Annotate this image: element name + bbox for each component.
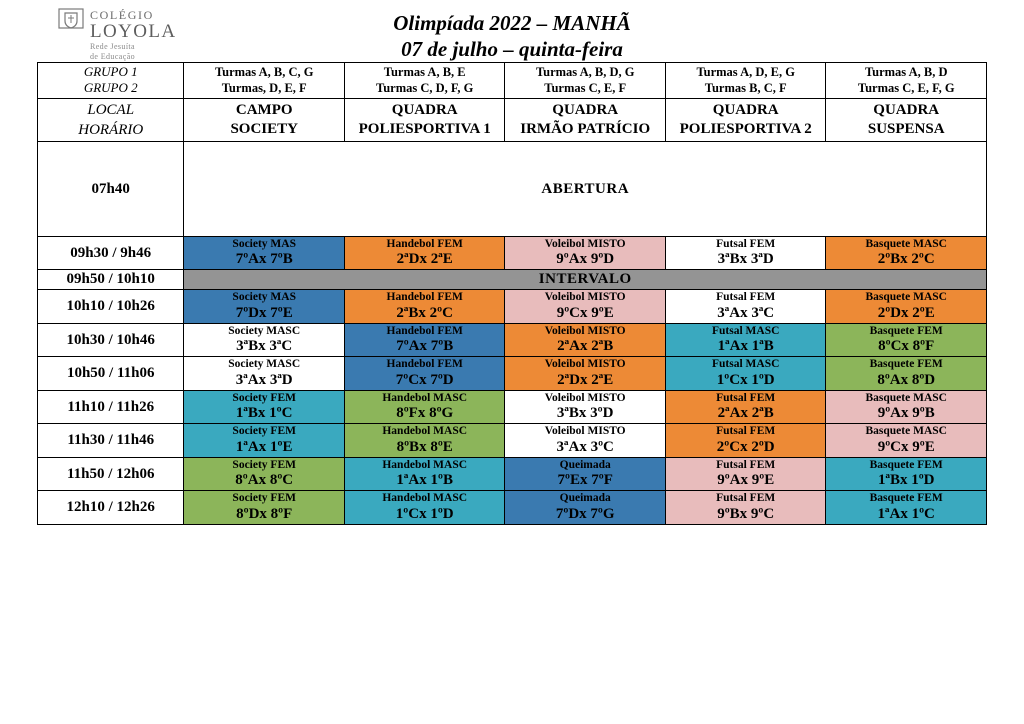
- row-time: 11h30 / 11h46: [38, 424, 184, 457]
- table-row: [38, 491, 987, 524]
- row-time: 11h10 / 11h26: [38, 390, 184, 423]
- event-teams: 9ºAx 9ºD: [556, 251, 615, 268]
- event-cell: [665, 491, 826, 524]
- event-teams: 9ºAx 9ºE: [717, 472, 775, 489]
- table-row: [38, 457, 987, 490]
- event-sport: Voleibol MISTO: [544, 324, 626, 337]
- turmas-group1: Turmas A, B, D, G: [535, 65, 635, 79]
- event-teams: 2ªAx 2ªB: [717, 405, 774, 422]
- event-teams: 3ªAx 3ªC: [717, 304, 775, 321]
- venue-line2: IRMÃO PATRÍCIO: [520, 120, 651, 137]
- event-sport: Basquete FEM: [869, 324, 943, 337]
- event-teams: 3ªAx 3ºC: [556, 438, 614, 455]
- table-row: [38, 390, 987, 423]
- table-row: [38, 424, 987, 457]
- turmas-header-0: [184, 63, 345, 99]
- event-sport: Handebol MASC: [382, 492, 468, 505]
- event-teams: 8ºAx 8ºD: [877, 371, 936, 388]
- event-cell: [344, 290, 505, 323]
- event-sport: Basquete FEM: [869, 458, 943, 471]
- turmas-group2: Turmas B, C, F: [704, 81, 787, 96]
- school-logo: [58, 8, 177, 61]
- event-cell: [184, 290, 345, 323]
- turmas-header-3: [665, 63, 826, 99]
- event-sport: Handebol MASC: [382, 391, 468, 404]
- event-cell: [826, 290, 987, 323]
- event-teams: 3ªBx 3ªC: [236, 338, 293, 355]
- table-row: [38, 290, 987, 323]
- event-teams: 8ºDx 8ºF: [236, 505, 293, 522]
- event-cell: [505, 491, 666, 524]
- event-cell: [826, 424, 987, 457]
- event-teams: 1ªAx 1ºE: [235, 438, 293, 455]
- opening-label: ABERTURA: [184, 142, 987, 237]
- event-sport: Society MAS: [232, 291, 296, 304]
- venue-line2: POLIESPORTIVA 1: [358, 120, 491, 137]
- venue-header-1: [344, 98, 505, 142]
- event-teams: 8ºFx 8ºG: [396, 405, 454, 422]
- event-teams: 1ºCx 1ºD: [716, 371, 775, 388]
- event-teams: 8ºBx 8ºE: [396, 438, 453, 455]
- event-sport: Voleibol MISTO: [544, 425, 626, 438]
- event-sport: Society MASC: [228, 358, 301, 371]
- event-sport: Society MASC: [228, 324, 301, 337]
- event-cell: [184, 457, 345, 490]
- event-cell: [505, 237, 666, 270]
- event-teams: 2ªAx 2ªB: [557, 338, 614, 355]
- turmas-header-2: [505, 63, 666, 99]
- event-teams: 1ªAx 1ªB: [717, 338, 774, 355]
- event-cell: [505, 323, 666, 356]
- opening-time: 07h40: [38, 142, 184, 237]
- event-teams: 3ªBx 3ºD: [556, 405, 614, 422]
- event-cell: [505, 424, 666, 457]
- local-horario-cell: [38, 98, 184, 142]
- row-time: 10h30 / 10h46: [38, 323, 184, 356]
- venue-line1: QUADRA: [712, 102, 779, 118]
- event-sport: Voleibol MISTO: [544, 291, 626, 304]
- venue-line1: QUADRA: [873, 102, 940, 118]
- event-teams: 1ªBx 1ºC: [235, 405, 293, 422]
- venue-header-2: [505, 98, 666, 142]
- local-label: LOCAL: [87, 101, 135, 118]
- turmas-group2: Turmas C, D, F, G: [376, 81, 474, 96]
- event-sport: Futsal MASC: [712, 358, 780, 371]
- event-cell: [665, 457, 826, 490]
- event-cell: [184, 323, 345, 356]
- event-teams: 2ªDx 2ªE: [396, 251, 453, 268]
- event-sport: Society MAS: [232, 238, 296, 250]
- event-cell: [344, 491, 505, 524]
- venue-header-3: [665, 98, 826, 142]
- opening-row: [38, 142, 987, 237]
- turmas-group1: Turmas A, B, D: [864, 65, 948, 79]
- event-cell: [665, 237, 826, 270]
- event-teams: 7ºEx 7ºF: [557, 472, 613, 489]
- venue-line1: QUADRA: [391, 102, 458, 118]
- row-time: 12h10 / 12h26: [38, 491, 184, 524]
- event-teams: 2ºCx 2ºD: [716, 438, 775, 455]
- event-teams: 9ºCx 9ºE: [877, 438, 935, 455]
- table-header-groups: [38, 63, 987, 99]
- event-cell: [344, 457, 505, 490]
- event-cell: [505, 290, 666, 323]
- interval-label: INTERVALO: [184, 270, 987, 290]
- event-teams: 8ºAx 8ºC: [235, 472, 294, 489]
- event-sport: Futsal FEM: [716, 492, 776, 505]
- row-time: 11h50 / 12h06: [38, 457, 184, 490]
- table-row: [38, 237, 987, 270]
- interval-time: 09h50 / 10h10: [38, 270, 184, 290]
- logo-name-line1: COLÉGIO: [90, 8, 154, 22]
- event-cell: [665, 424, 826, 457]
- venue-line1: QUADRA: [552, 102, 619, 118]
- event-sport: Society FEM: [232, 492, 296, 505]
- event-sport: Basquete MASC: [865, 425, 947, 438]
- event-cell: [344, 323, 505, 356]
- event-teams: 7ºCx 7ºD: [395, 371, 454, 388]
- event-teams: 3ªAx 3ªD: [235, 371, 293, 388]
- event-cell: [184, 357, 345, 390]
- venue-header-0: [184, 98, 345, 142]
- event-teams: 1ªAx 1ºB: [396, 472, 453, 489]
- event-teams: 2ºBx 2ºC: [877, 251, 935, 268]
- event-teams: 9ºAx 9ºB: [877, 405, 935, 422]
- event-sport: Handebol FEM: [386, 358, 463, 371]
- event-teams: 1ºCx 1ºD: [395, 505, 454, 522]
- event-teams: 3ªBx 3ªD: [717, 251, 774, 268]
- group-header-line2: GRUPO 2: [83, 80, 138, 96]
- venue-line1: CAMPO: [235, 102, 293, 118]
- group-header-line1: GRUPO 1: [83, 64, 138, 79]
- event-sport: Basquete FEM: [869, 492, 943, 505]
- event-sport: Basquete MASC: [865, 291, 947, 304]
- event-cell: [344, 237, 505, 270]
- event-sport: Futsal FEM: [716, 291, 776, 304]
- group-header-cell: [38, 63, 184, 99]
- event-cell: [344, 357, 505, 390]
- turmas-header-4: [826, 63, 987, 99]
- logo-subtitle-line2: de Educação: [90, 52, 136, 61]
- table-row: [38, 357, 987, 390]
- event-cell: [665, 357, 826, 390]
- event-sport: Handebol MASC: [382, 425, 468, 438]
- event-teams: 2ªDx 2ªE: [557, 371, 614, 388]
- event-sport: Basquete FEM: [869, 358, 943, 371]
- event-cell: [344, 390, 505, 423]
- event-sport: Voleibol MISTO: [544, 238, 626, 250]
- event-teams: 9ºBx 9ºC: [717, 505, 775, 522]
- event-sport: Futsal FEM: [716, 458, 776, 471]
- event-cell: [184, 491, 345, 524]
- event-cell: [826, 357, 987, 390]
- event-sport: Handebol FEM: [386, 291, 463, 304]
- event-sport: Futsal MASC: [712, 324, 780, 337]
- event-sport: Voleibol MISTO: [544, 358, 626, 371]
- event-sport: Handebol FEM: [386, 324, 463, 337]
- event-cell: [184, 237, 345, 270]
- event-teams: 8ºCx 8ºF: [878, 338, 935, 355]
- event-teams: 7ºAx 7ºB: [235, 251, 293, 268]
- row-time: 10h50 / 11h06: [38, 357, 184, 390]
- event-teams: 1ªBx 1ºD: [877, 472, 935, 489]
- event-cell: [665, 323, 826, 356]
- event-sport: Futsal FEM: [716, 425, 776, 438]
- event-teams: 2ªBx 2ºC: [396, 304, 453, 321]
- horario-label: HORÁRIO: [78, 121, 144, 138]
- event-cell: [665, 390, 826, 423]
- event-cell: [505, 457, 666, 490]
- page-header: [0, 0, 1024, 62]
- event-teams: 2ºDx 2ºE: [877, 304, 935, 321]
- title-line-2: 07 de julho – quinta-feira: [401, 37, 623, 62]
- logo-subtitle-line1: Rede Jesuíta: [90, 42, 136, 51]
- event-teams: 1ªAx 1ºC: [877, 505, 935, 522]
- venue-header-4: [826, 98, 987, 142]
- turmas-header-1: [344, 63, 505, 99]
- event-cell: [826, 237, 987, 270]
- venue-line2: SOCIETY: [230, 120, 298, 137]
- schedule-table: [37, 62, 987, 525]
- table-row: [38, 323, 987, 356]
- event-teams: 7ºDx 7ºE: [235, 304, 293, 321]
- event-cell: [665, 290, 826, 323]
- interval-row: [38, 270, 987, 290]
- event-cell: [344, 424, 505, 457]
- row-time: 09h30 / 9h46: [38, 237, 184, 270]
- turmas-group1: Turmas A, B, E: [383, 65, 466, 79]
- event-cell: [826, 457, 987, 490]
- event-sport: Society FEM: [232, 391, 296, 404]
- event-sport: Futsal FEM: [716, 391, 776, 404]
- shield-icon: [58, 8, 84, 38]
- event-teams: 7ºDx 7ºG: [555, 505, 615, 522]
- table-header-venues: [38, 98, 987, 142]
- logo-name-line2: LOYOLA: [90, 21, 177, 42]
- title-line-1: Olimpíada 2022 – MANHÃ: [393, 11, 631, 35]
- venue-line2: SUSPENSA: [867, 120, 945, 137]
- event-sport: Handebol FEM: [386, 238, 463, 250]
- event-sport: Society FEM: [232, 425, 296, 438]
- turmas-group1: Turmas A, B, C, G: [214, 65, 314, 79]
- turmas-group2: Turmas, D, E, F: [221, 81, 307, 96]
- venue-line2: POLIESPORTIVA 2: [679, 120, 812, 137]
- event-cell: [826, 390, 987, 423]
- event-sport: Queimada: [559, 492, 611, 505]
- event-teams: 7ºAx 7ºB: [396, 338, 454, 355]
- event-sport: Futsal FEM: [716, 238, 776, 250]
- event-sport: Basquete MASC: [865, 391, 947, 404]
- event-cell: [826, 491, 987, 524]
- event-cell: [505, 357, 666, 390]
- turmas-group2: Turmas C, E, F, G: [857, 81, 955, 96]
- row-time: 10h10 / 10h26: [38, 290, 184, 323]
- turmas-group1: Turmas A, D, E, G: [696, 65, 795, 79]
- event-sport: Handebol MASC: [382, 458, 468, 471]
- event-cell: [826, 323, 987, 356]
- event-cell: [184, 424, 345, 457]
- event-sport: Basquete MASC: [865, 238, 947, 250]
- event-teams: 9ºCx 9ºE: [556, 304, 614, 321]
- event-sport: Voleibol MISTO: [544, 391, 626, 404]
- event-cell: [505, 390, 666, 423]
- turmas-group2: Turmas C, E, F: [544, 81, 627, 96]
- event-sport: Society FEM: [232, 458, 296, 471]
- event-cell: [184, 390, 345, 423]
- event-sport: Queimada: [559, 458, 611, 471]
